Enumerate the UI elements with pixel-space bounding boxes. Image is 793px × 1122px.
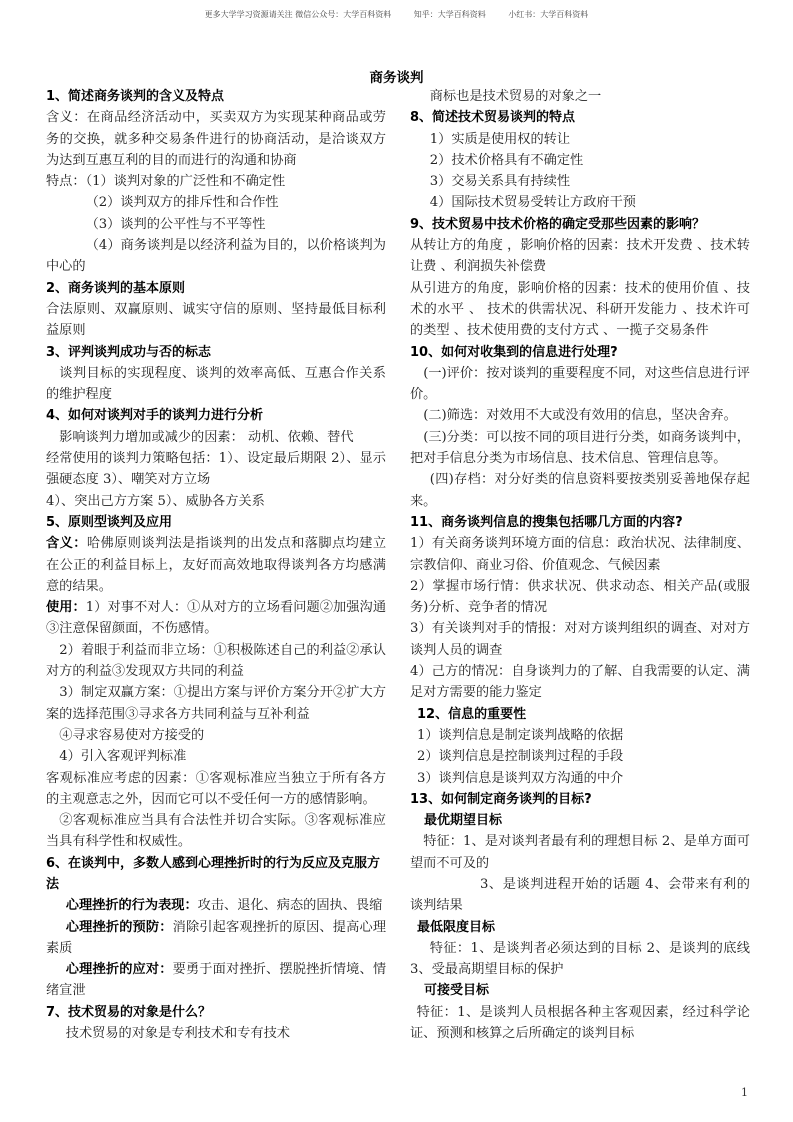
section-8-heading: 8、简述技术贸易谈判的特点 <box>410 110 576 126</box>
use-1-text: 1）对事不对人：①从对方的立场看问题②加强沟通③注意保留颜面，不伤感情。 <box>46 600 387 637</box>
optimal-goal-features-cont: 3、是谈判进程开始的话题 4、会带来有利的谈判结果 <box>410 876 750 914</box>
section-11-item: 1）有关商务谈判环境方面的信息：政治状况、法律制度、宗教信仰、商业习俗、价值观念、气候因素 <box>410 536 750 573</box>
section-11-item: 3）有关谈判对手的情报：对对方谈判组织的调查、对对方谈判人员的调查 <box>410 621 750 658</box>
section-8-item: 2）技术价格具有不确定性 <box>429 152 584 168</box>
behavior-label: 心理挫折的行为表现： <box>65 898 198 914</box>
section-5-heading: 5、原则型谈判及应用 <box>46 514 173 530</box>
header-promo: 更多大学学习资源请关注 微信公众号：大学百科资料 <box>204 10 392 19</box>
meaning-text: 哈佛原则谈判法是指谈判的出发点和落脚点均建立在公正的利益目标上，友好而高效地取得谈判各方均感满意的结果。 <box>46 536 387 594</box>
cope-label: 心理挫折的应对： <box>65 962 173 978</box>
section-6-cope <box>46 959 386 1002</box>
acceptable-goal-label: 可接受目标 <box>424 983 490 999</box>
section-7-heading: 7、技术贸易的对象是什么？ <box>46 1004 212 1020</box>
section-5-use-2: 2）着眼于利益而非立场：①积极陈述自己的利益②承认对方的利益③发现双方共同的利益 <box>46 642 386 680</box>
section-9-transferor: 从转让方的角度 ，影响价格的因素：技术开发费 、技术转让费 、利润损失补偿费 <box>410 238 750 275</box>
section-11-item: 2）掌握市场行情：供求状况、供求动态、相关产品(或服务)分析、竞争者的情况 <box>410 578 750 616</box>
left-column <box>46 86 386 1044</box>
prevent-label: 心理挫折的预防： <box>65 919 173 935</box>
section-2-heading: 2、商务谈判的基本原则 <box>46 280 186 296</box>
section-1-feature-3: （3）谈判的公平性与不平等性 <box>85 216 266 232</box>
document-title: 商务谈判 <box>369 70 424 86</box>
section-8-item: 3）交易关系具有持续性 <box>429 174 571 190</box>
section-8-item: 1）实质是使用权的转让 <box>429 131 571 147</box>
cope-text: 要勇于面对挫折、摆脱挫折情境、情绪宣泄 <box>46 962 387 999</box>
section-10-item: (四)存档：对分好类的信息资料要按类别妥善地保存起来。 <box>410 472 750 509</box>
section-9-heading: 9、技术贸易中技术价格的确定受那些因素的影响？ <box>410 216 706 232</box>
section-10-item: (一)评价：按对谈判的重要程度不同，对这些信息进行评价。 <box>410 365 750 403</box>
acceptable-goal-features: 特征：1、是谈判人员根据各种主客观因素，经过科学论证、预测和核算之后所确定的谈判目标 <box>410 1004 750 1042</box>
section-4-strategy-cont: 4）、突出己方方案 5）、威胁各方关系 <box>46 493 265 509</box>
section-12-item: 3）谈判信息是谈判双方沟通的中介 <box>417 770 624 786</box>
use-label: 使用： <box>46 600 86 616</box>
section-12-heading: 12、信息的重要性 <box>417 706 527 722</box>
optimal-goal-features: 特征：1、是对谈判者最有利的理想目标 2、是单方面可望而不可及的 <box>410 834 750 871</box>
minimum-goal-features: 特征：1、是谈判者必须达到的目标 2、是谈判的底线 3、受最高期望目标的保护 <box>410 940 750 978</box>
section-1-feature-4: （4）商务谈判是以经济利益为目的，以价格谈判为中心的 <box>46 238 386 275</box>
section-1-heading: 1、简述商务谈判的含义及特点 <box>46 89 225 104</box>
section-5-use-1 <box>46 597 386 640</box>
header-xiaohongshu: 小红书：大学百科资料 <box>508 10 589 19</box>
section-11-heading: 11、商务谈判信息的搜集包括哪几方面的内容? <box>410 514 683 530</box>
section-6-heading: 6、在谈判中，多数人感到心理挫折时的行为反应及克服方法 <box>46 855 381 892</box>
section-4-factors: 影响谈判力增加或减少的因素： 动机、依赖、替代 <box>59 429 354 445</box>
section-2-body: 合法原则、双赢原则、诚实守信的原则、坚持最低目标利益原则 <box>46 301 386 339</box>
section-1-feature-2: （2）谈判双方的排斥性和合作性 <box>85 195 279 211</box>
page-number: 1 <box>741 1086 748 1099</box>
section-7-continued: 商标也是技术贸易的对象之一 <box>429 89 602 104</box>
right-column <box>410 86 750 1044</box>
section-10-heading: 10、如何对收集到的信息进行处理? <box>410 344 618 360</box>
section-6-prevent <box>46 917 386 960</box>
section-5-use-3b: ④寻求容易使对方接受的 <box>59 727 205 743</box>
section-10-item: (二)筛选：对效用不大或没有效用的信息，坚决舍弃。 <box>423 408 737 424</box>
section-5-meaning <box>46 533 386 597</box>
header-zhihu: 知乎：大学百科资料 <box>413 10 486 19</box>
section-6-behavior <box>46 895 386 916</box>
section-1-feature-1: 特点：（1）谈判对象的广泛性和不确定性 <box>46 174 286 190</box>
section-9-importer: 从引进方的角度，影响价格的因素：技术的使用价值 、技术的水平 、 技术的供需状况、科研开发能力 、技术许可的类型 、技术使用费的支付方式 、一揽子交易条件 <box>410 280 750 339</box>
section-4-heading: 4、如何对谈判对手的谈判力进行分析 <box>46 408 264 424</box>
prevent-text: 消除引起客观挫折的原因、提高心理素质 <box>46 919 387 956</box>
section-10-item: (三)分类：可以按不同的项目进行分类，如商务谈判中，把对手信息分类为市场信息、技术信息、管理信息等。 <box>410 429 750 467</box>
section-7-body: 技术贸易的对象是专利技术和专有技术 <box>65 1026 290 1042</box>
section-5-use-4: 4）引入客观评判标准 <box>59 749 187 765</box>
section-4-strategy: 经常使用的谈判力策略包括：1）、设定最后期限 2）、显示强硬态度 3）、嘲笑对方立场 <box>46 451 386 488</box>
section-8-item: 4）国际技术贸易受转让方政府干预 <box>429 195 636 211</box>
page-header <box>0 9 793 20</box>
section-12-item: 2）谈判信息是控制谈判过程的手段 <box>417 749 624 765</box>
minimum-goal-label: 最低限度目标 <box>417 919 496 935</box>
meaning-label: 含义： <box>46 536 87 552</box>
section-5-use-3: 3）制定双赢方案：①提出方案与评价方案分开②扩大方案的选择范围③寻求各方共同利益与互补利益 <box>46 685 386 722</box>
section-5-criteria-2: ②客观标准应当具有合法性并切合实际。③客观标准应当具有科学性和权威性。 <box>46 813 386 850</box>
section-12-item: 1）谈判信息是制定谈判战略的依据 <box>417 727 624 743</box>
section-13-heading: 13、如何制定商务谈判的目标? <box>410 791 592 807</box>
section-3-heading: 3、评判谈判成功与否的标志 <box>46 344 212 360</box>
section-11-item: 4）己方的情况：自身谈判力的了解、自我需要的认定、满足对方需要的能力鉴定 <box>410 664 750 701</box>
section-3-body: 谈判目标的实现程度、谈判的效率高低、互惠合作关系的维护程度 <box>46 365 386 403</box>
section-5-criteria: 客观标准应考虑的因素：①客观标准应当独立于所有各方的主观意志之外，因而它可以不受任何一方的感情影响。 <box>46 770 386 807</box>
section-1-meaning: 含义：在商品经济活动中，买卖双方为实现某种商品或劳务的交换，就多种交易条件进行的协商活动，是洽谈双方为达到互惠互利的目的而进行的沟通和协商 <box>46 110 386 168</box>
optimal-goal-label: 最优期望目标 <box>424 813 503 829</box>
behavior-text: 攻击、退化、病态的固执、畏缩 <box>197 898 383 914</box>
